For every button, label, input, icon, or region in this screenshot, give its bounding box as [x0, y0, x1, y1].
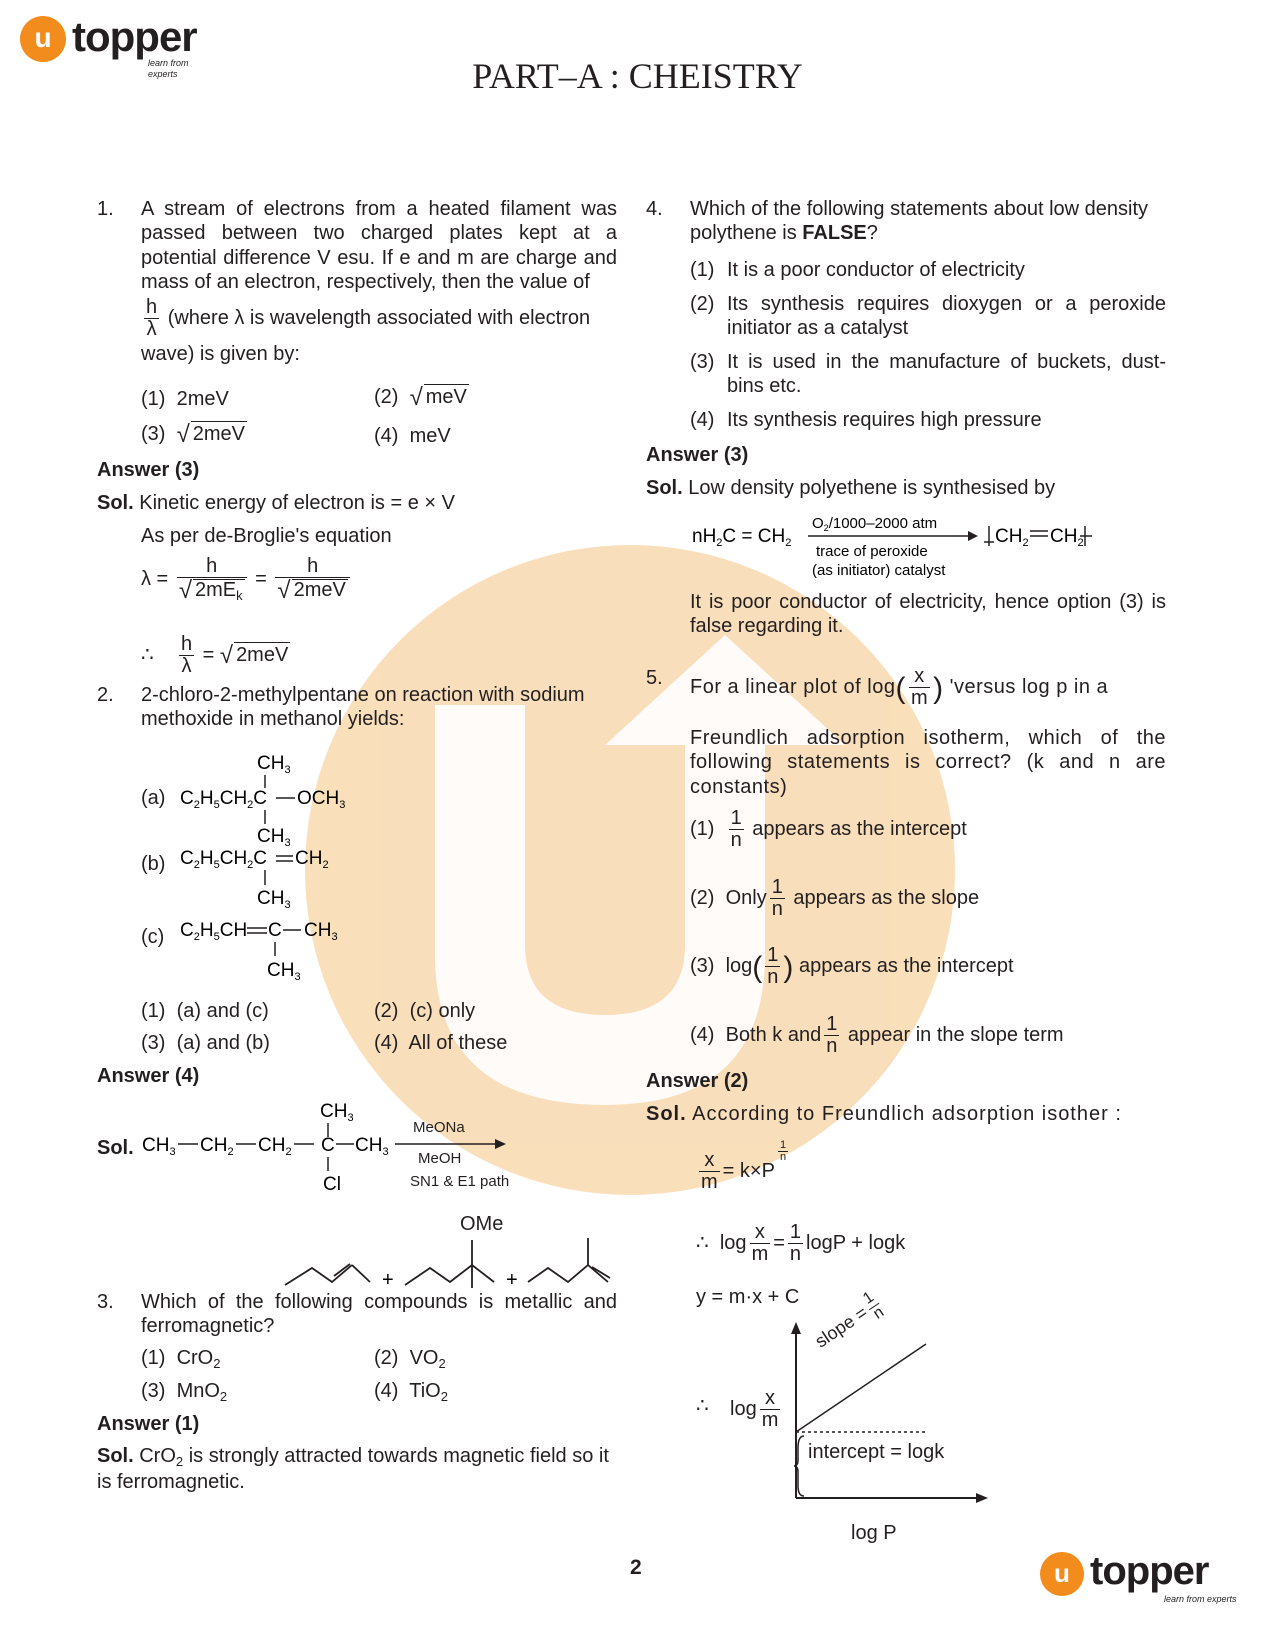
svg-text:C: C	[268, 920, 282, 941]
question-text: Which of the following compounds is metallic and ferromagnetic?	[141, 1291, 617, 1338]
q1-option-3[interactable]: (3) √ 2meV	[141, 421, 245, 448]
logo-u-icon: u	[20, 16, 66, 62]
q1-solution: Sol. Kinetic energy of electron is = e × V	[97, 492, 455, 514]
logo-text: topper	[72, 13, 197, 60]
label-a: (a)	[141, 787, 166, 809]
reagent-bottom: MeOH	[418, 1150, 462, 1167]
q5-solution: Sol. According to Freundlich adsorption isother :	[646, 1103, 1122, 1125]
q4-reaction	[690, 512, 1130, 582]
structure-b	[175, 840, 385, 920]
question-2	[97, 683, 617, 732]
question-text: Which of the following statements about low density polythene is FALSE?	[690, 198, 1149, 245]
freundlich-graph	[780, 1320, 1000, 1510]
q3-option-1[interactable]: (1) CrO$_2$	[141, 1347, 221, 1371]
q5-equation-2: ∴ log $\frac{x}{m}$ = $\frac{1}{n}$ logP + logk	[696, 1221, 906, 1265]
question-text-part: (where λ is wavelength associated with electron	[167, 306, 591, 329]
plot-line	[796, 1344, 926, 1432]
svg-text:CH2: $CH_2$	[258, 1135, 292, 1158]
svg-text:nH2C = CH2: $nH_2C = CH_2$	[692, 526, 792, 549]
q2-option-3[interactable]: (3) (a) and (b)	[141, 1032, 270, 1054]
svg-text:CH2: $CH_2$	[295, 848, 329, 871]
graph-intercept-label: intercept = logk	[808, 1441, 945, 1463]
graph-therefore: ∴	[696, 1395, 709, 1417]
q5-answer: Answer (2)	[646, 1070, 749, 1092]
svg-text:CH2: $CH_2$	[200, 1135, 234, 1158]
svg-text:CH2: $CH_2$	[995, 526, 1029, 549]
q5-option-4[interactable]: (4) Both k and $\frac{1}{n}$ appear in the slope term	[690, 1013, 1064, 1057]
svg-text:CH3: $CH_3$	[257, 753, 291, 776]
q4-option-4[interactable]: (4) Its synthesis requires high pressure	[690, 409, 1042, 431]
svg-text:CH3: $CH_3$	[257, 826, 291, 848]
svg-text:CH3: $CH_3$	[355, 1135, 389, 1158]
question-1	[97, 197, 617, 366]
svg-text:C: C	[321, 1135, 335, 1156]
svg-text:CH3: $CH_3$	[304, 920, 338, 943]
svg-text:CH3: $CH_3$	[267, 960, 301, 983]
graph-xlabel: log P	[851, 1522, 897, 1544]
svg-text:+: +	[382, 1269, 394, 1291]
question-number: 3.	[97, 1291, 114, 1313]
product-ome-label: OMe	[460, 1213, 504, 1235]
q1-solution-line2: As per de-Broglie's equation	[141, 525, 392, 547]
question-text: For a linear plot of log( $\frac{x}{m}$ ) 'versus log p in a	[690, 665, 1109, 709]
q4-solution-conclusion: It is poor conductor of electricity, hence option (3) is false regarding it.	[690, 591, 1166, 638]
q5-equation-1: $\frac{x}{m}$ = k×P $^{\frac{1}{n}}$	[701, 1138, 787, 1193]
structure-a	[175, 748, 385, 848]
logo-u-icon: u	[1040, 1552, 1084, 1596]
question-number: 2.	[97, 684, 114, 706]
q2-solution-label: Sol.	[97, 1137, 134, 1159]
q3-solution: Sol. CrO$_2$ is strongly attracted towards magnetic field so it is ferromagnetic.	[97, 1445, 609, 1493]
logo-tagline: learn from experts	[1164, 1594, 1237, 1604]
question-5-text2: Freundlich adsorption isotherm, which of the following statements is correct? (k and n are constants)	[690, 727, 1166, 798]
question-number: 4.	[646, 198, 663, 220]
svg-text:C2H5CH2C: $C_2H_5CH_2C$	[180, 848, 268, 871]
question-text: 2-chloro-2-methylpentane on reaction with sodium methoxide in methanol yields:	[141, 684, 585, 731]
svg-text:CH2: $CH_2$	[1050, 526, 1084, 549]
q1-equation-2: ∴ $\frac{h}{\lambda}$ = √ 2meV	[141, 633, 289, 677]
reagent-top: MeONa	[413, 1119, 465, 1136]
question-text-line2	[141, 297, 617, 340]
q2-answer: Answer (4)	[97, 1065, 200, 1087]
svg-text:+: +	[506, 1269, 518, 1291]
reagent-path: SN1 & E1 path	[410, 1173, 510, 1190]
label-c: (c)	[141, 926, 165, 948]
q4-option-1[interactable]: (1) It is a poor conductor of electricity	[690, 259, 1025, 281]
structure-c	[175, 912, 385, 992]
q5-option-1[interactable]: (1) $\frac{1}{n}$ appears as the intercept	[690, 807, 967, 851]
graph-ylabel: log $\frac{x}{m}$	[730, 1387, 779, 1431]
svg-text:CH3: $CH_3$	[320, 1101, 354, 1124]
q4-option-3[interactable]: (3) It is used in the manufacture of buckets, dust-bins etc.	[690, 351, 1166, 398]
q2-option-2[interactable]: (2) (c) only	[374, 1000, 476, 1022]
label-b: (b)	[141, 853, 166, 875]
svg-text:CH3: $CH_3$	[142, 1135, 176, 1158]
svg-text:(as initiator) catalyst: (as initiator) catalyst	[812, 562, 946, 579]
q3-option-3[interactable]: (3) MnO$_2$	[141, 1380, 228, 1404]
question-number: 5.	[646, 667, 663, 689]
question-4	[646, 197, 1166, 246]
q2-option-1[interactable]: (1) (a) and (c)	[141, 1000, 269, 1022]
page-title: PART–A : CHEISTRY	[472, 56, 803, 96]
svg-text:C2H5CH2C: $C_2H_5CH_2C$	[180, 788, 268, 811]
q1-option-2[interactable]: (2) √ meV	[374, 384, 467, 411]
svg-text:C2H5CH: $C_2H_5CH$	[180, 920, 248, 943]
svg-text:CH3: $CH_3$	[257, 888, 291, 911]
q5-option-3[interactable]: (3) log( $\frac{1}{n}$ ) appears as the intercept	[690, 944, 1014, 988]
svg-text:Cl: Cl	[323, 1174, 341, 1195]
question-text: A stream of electrons from a heated filament was passed between two charged plates kept at a potential difference V esu. If e and m are charge and mass of an electron, respectively, then the value of	[141, 198, 617, 294]
svg-text:O2/1000–2000 atm: $O_2/1000-2000$ atm	[812, 515, 938, 533]
frac-numerator: h	[146, 295, 158, 318]
question-5	[646, 666, 1166, 709]
q1-option-4[interactable]: (4) meV	[374, 425, 451, 447]
q2-option-4[interactable]: (4) All of these	[374, 1032, 508, 1054]
q4-option-2[interactable]: (2) Its synthesis requires dioxygen or a peroxide initiator as a catalyst	[690, 293, 1166, 340]
q4-solution: Sol. Low density polyethene is synthesised by	[646, 477, 1056, 499]
svg-text:trace of peroxide: trace of peroxide	[816, 543, 928, 560]
q1-equation-1: λ = $\frac{h}{√ 2mE_k}$ = $\frac{h}{\text{√ 2meV}}$	[141, 556, 353, 603]
graph-slope-label: slope = 1 n	[811, 1288, 887, 1352]
q4-answer: Answer (3)	[646, 444, 749, 466]
q1-option-1[interactable]: (1) 2meV	[141, 388, 229, 410]
q5-equation-3: y = m·x + C	[696, 1286, 800, 1308]
page-number: 2	[630, 1556, 642, 1579]
question-text-line3: wave) is given by:	[141, 342, 300, 365]
logo-tagline: learn from experts	[148, 58, 189, 79]
svg-text:OCH3: $OCH_3$	[297, 788, 346, 811]
q3-answer: Answer (1)	[97, 1413, 200, 1435]
q3-option-4[interactable]: (4) TiO$_2$	[374, 1380, 448, 1404]
q5-option-2[interactable]: (2) Only $\frac{1}{n}$ appears as the slope	[690, 876, 980, 920]
footer-logo	[1040, 1548, 1240, 1608]
question-3	[97, 1290, 617, 1339]
q3-option-2[interactable]: (2) $VO_2$	[374, 1347, 446, 1371]
frac-denominator: λ	[146, 317, 157, 340]
q1-answer: Answer (3)	[97, 459, 200, 481]
logo-text: topper	[1090, 1549, 1209, 1593]
question-number: 1.	[97, 198, 114, 220]
